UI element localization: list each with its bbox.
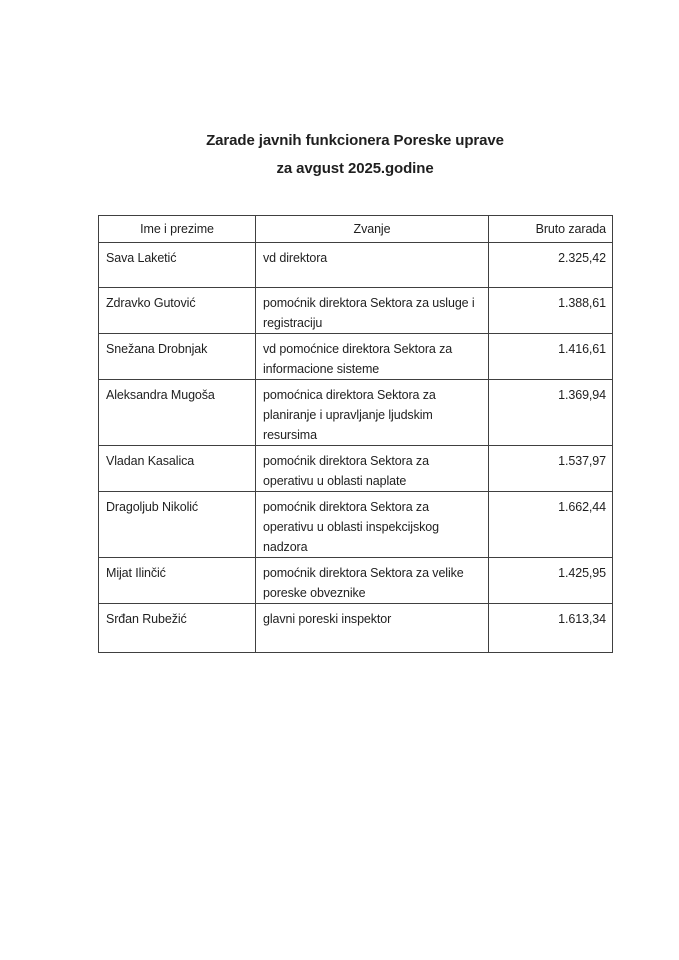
document-content xyxy=(98,0,612,653)
table-row xyxy=(99,446,613,492)
person-position: glavni poreski inspektor xyxy=(256,604,489,653)
person-position: pomoćnik direktora Sektora za operativu u oblasti naplate xyxy=(256,446,489,492)
gross-salary-value: 1.388,61 xyxy=(489,288,613,334)
person-name: Aleksandra Mugoša xyxy=(99,380,256,446)
table-row xyxy=(99,558,613,604)
table-row xyxy=(99,243,613,288)
person-name: Zdravko Gutović xyxy=(99,288,256,334)
person-name: Dragoljub Nikolić xyxy=(99,492,256,558)
table-row xyxy=(99,288,613,334)
person-name: Srđan Rubežić xyxy=(99,604,256,653)
document-title-line1: Zarade javnih funkcionera Poreske uprave xyxy=(206,132,504,149)
person-position: vd pomoćnice direktora Sektora za informacione sisteme xyxy=(256,334,489,380)
person-name: Sava Laketić xyxy=(99,243,256,288)
person-position: pomoćnik direktora Sektora za operativu u oblasti inspekcijskog nadzora xyxy=(256,492,489,558)
person-position: vd direktora xyxy=(256,243,489,288)
person-name: Vladan Kasalica xyxy=(99,446,256,492)
gross-salary-value: 1.662,44 xyxy=(489,492,613,558)
salary-table xyxy=(98,215,613,653)
person-name: Mijat Ilinčić xyxy=(99,558,256,604)
gross-salary-value: 1.613,34 xyxy=(489,604,613,653)
gross-salary-value: 1.537,97 xyxy=(489,446,613,492)
person-position: pomoćnik direktora Sektora za usluge i registraciju xyxy=(256,288,489,334)
table-row xyxy=(99,334,613,380)
person-name: Snežana Drobnjak xyxy=(99,334,256,380)
gross-salary-value: 1.416,61 xyxy=(489,334,613,380)
gross-salary-value: 1.369,94 xyxy=(489,380,613,446)
person-position: pomoćnica direktora Sektora za planiranje i upravljanje ljudskim resursima xyxy=(256,380,489,446)
gross-salary-value: 2.325,42 xyxy=(489,243,613,288)
column-header-name: Ime i prezime xyxy=(99,216,256,243)
column-header-position: Zvanje xyxy=(256,216,489,243)
gross-salary-value: 1.425,95 xyxy=(489,558,613,604)
column-header-gross-salary: Bruto zarada xyxy=(489,216,613,243)
table-header-row xyxy=(99,216,613,243)
table-row xyxy=(99,604,613,653)
table-row xyxy=(99,380,613,446)
table-row xyxy=(99,492,613,558)
person-position: pomoćnik direktora Sektora za velike poreske obveznike xyxy=(256,558,489,604)
document-title-line2: za avgust 2025.godine xyxy=(276,160,434,177)
